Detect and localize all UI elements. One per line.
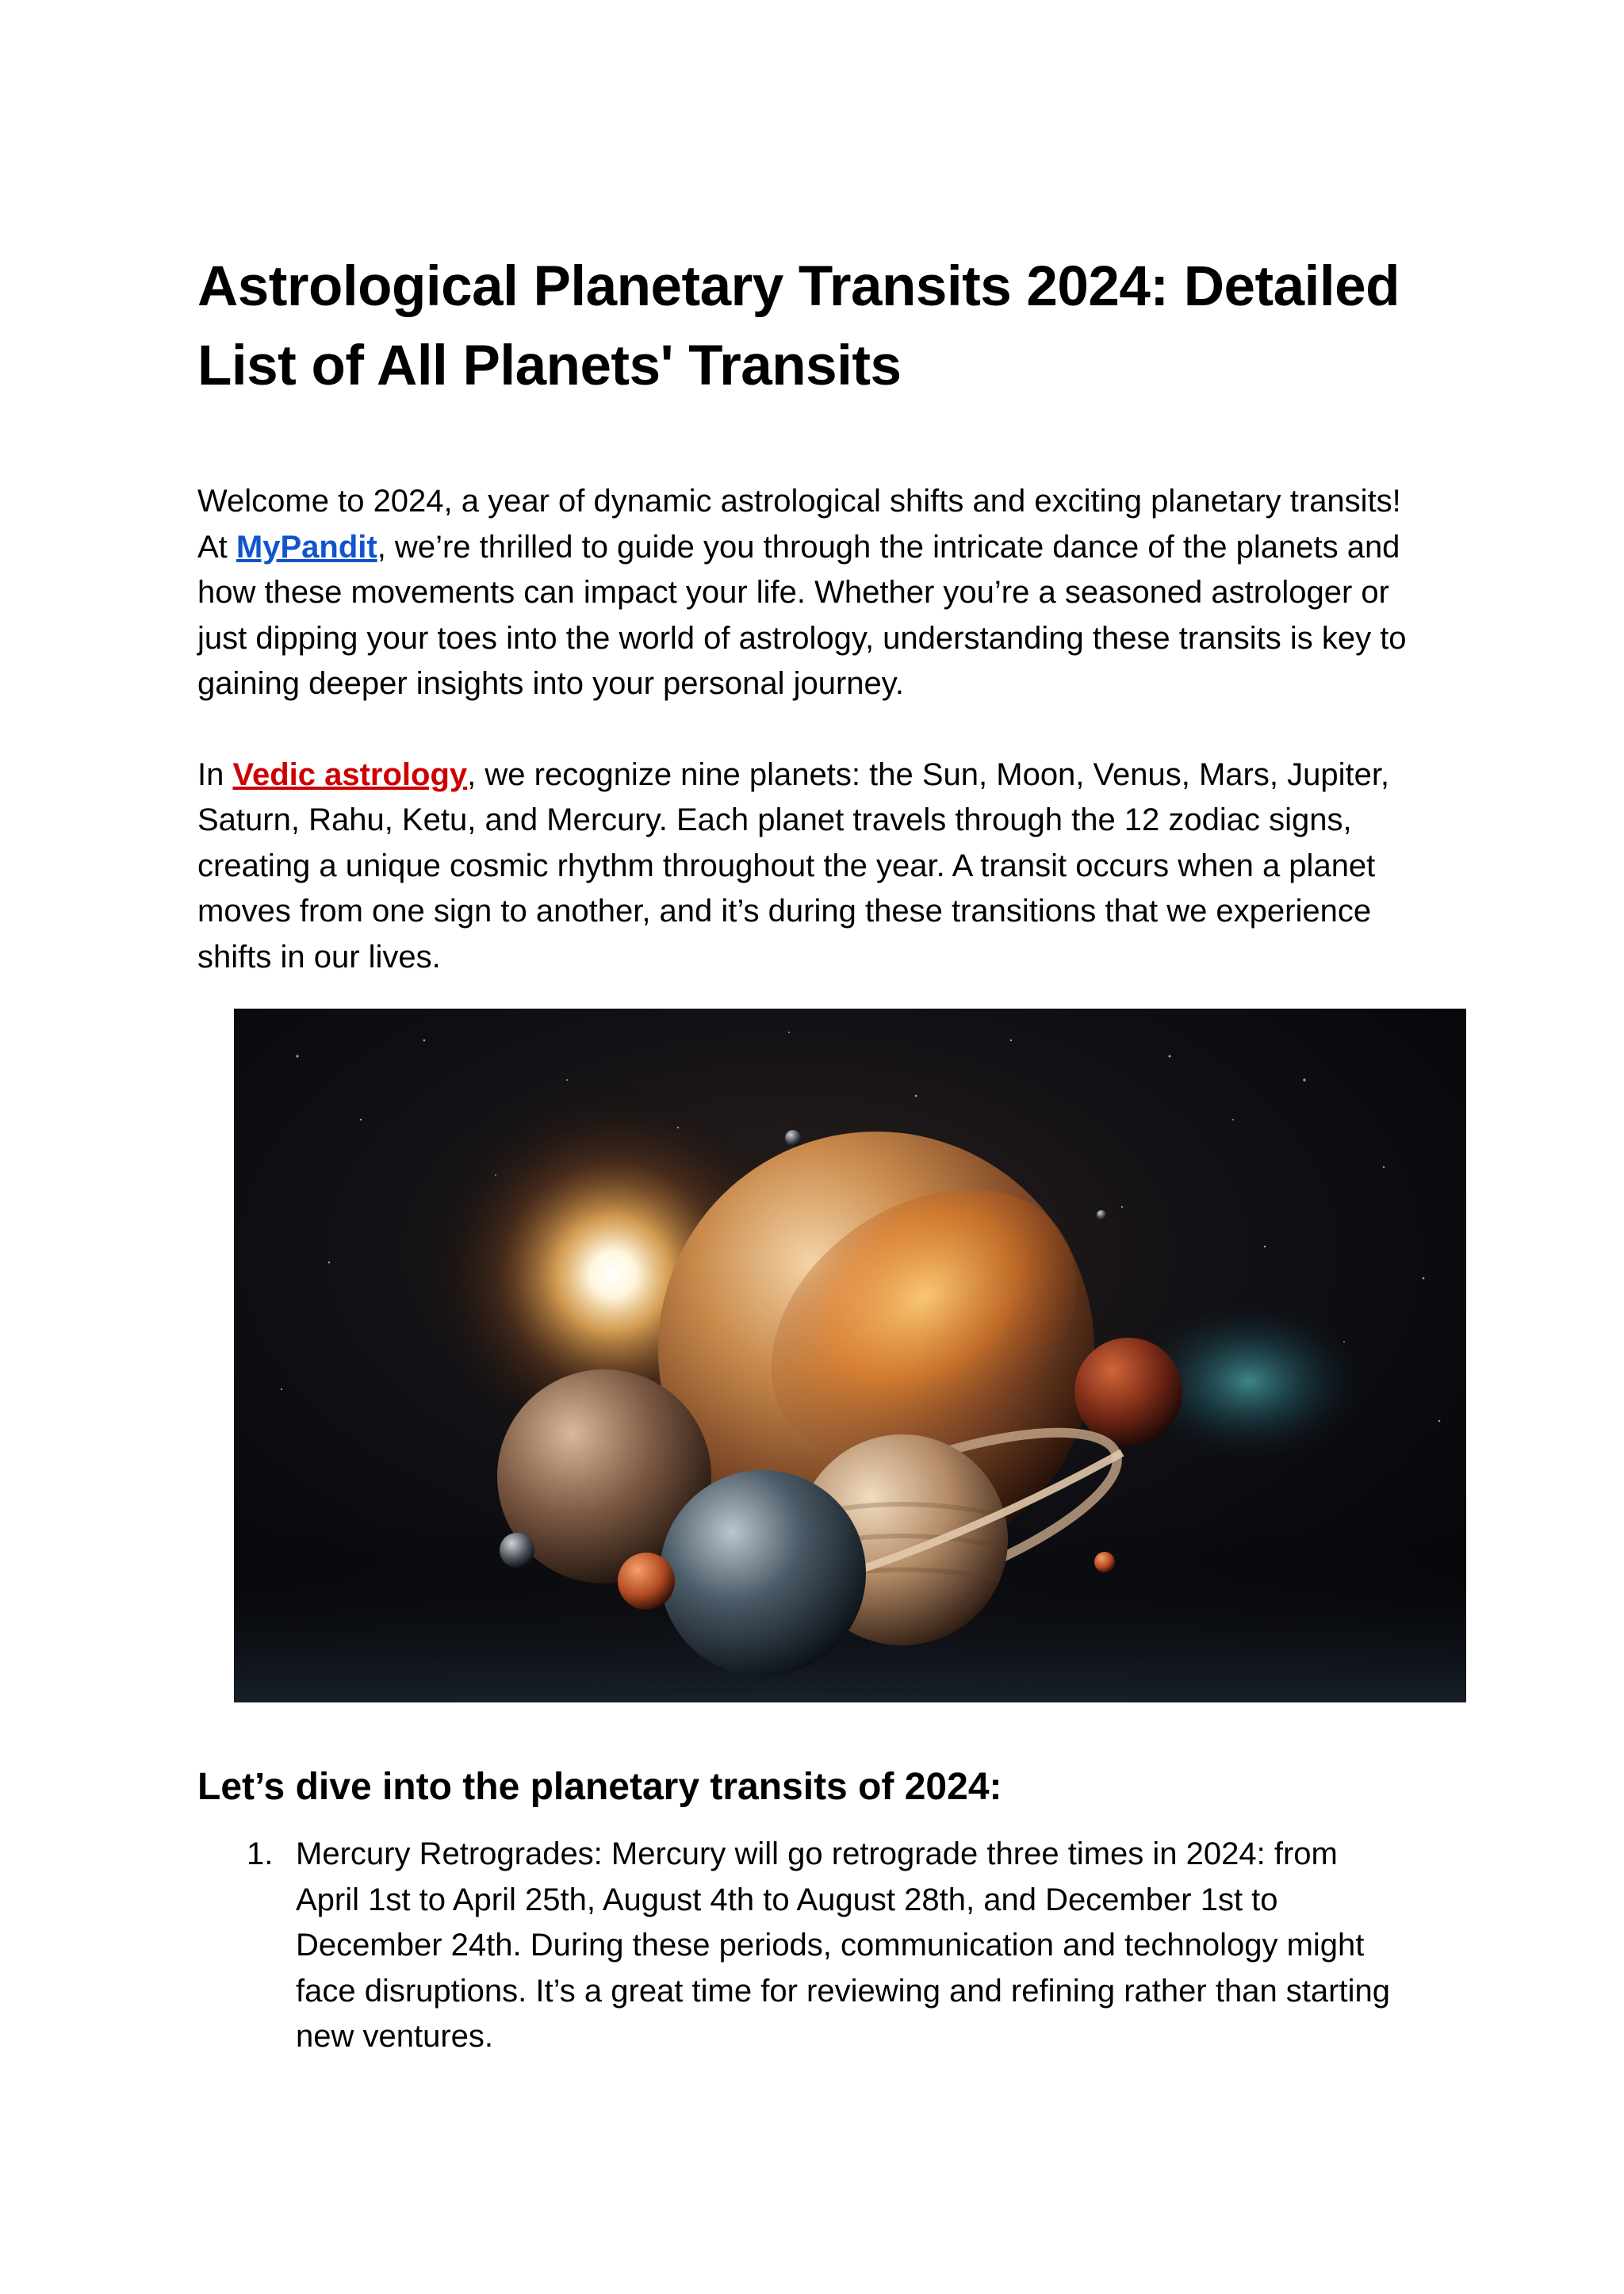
- section-heading: Let’s dive into the planetary transits of 2024:: [197, 1766, 1002, 1808]
- planets-hero-image: [234, 1009, 1466, 1702]
- intro-text-end: , we’re thrilled to guide you through the intricate dance of the planets and how these movements can impact your life. Whether you’re a seasoned astrologer or just dipping your toes into the world of astrology, understanding these transits is key to gaining deeper insights into your personal journey.: [197, 529, 1407, 701]
- vedic-astrology-link[interactable]: Vedic astrology: [232, 756, 468, 792]
- vedic-text-end: , we recognize nine planets: the Sun, Moon, Venus, Mars, Jupiter, Saturn, Rahu, Ketu, and Mercury. Each planet travels through the 12 zodiac signs, creating a unique cosmic rhythm throughout the year. A transit occurs when a planet moves from one sign to another, and it’s during these transitions that we experience shifts in our lives.: [197, 756, 1390, 975]
- article-body: [197, 247, 1434, 980]
- vedic-text-start: In: [197, 756, 233, 792]
- list-item-text: Mercury Retrogrades: Mercury will go retrograde three times in 2024: from April 1st to April 25th, August 4th to August 28th, and December 1st to December 24th. During these periods, communication and technology might face disruptions. It’s a great time for reviewing and refining rather than starting new ventures.: [296, 1836, 1390, 2054]
- page-title: Astrological Planetary Transits 2024: Detailed List of All Planets' Transits: [197, 255, 1400, 397]
- intro-paragraph: [197, 479, 1434, 707]
- intro-text-start: Welcome to 2024, a year of dynamic astrological shifts and exciting planetary transits! At: [197, 484, 1401, 565]
- transit-list: [197, 1832, 1403, 2060]
- mypandit-link[interactable]: MyPandit: [236, 529, 377, 565]
- vedic-paragraph: [197, 753, 1434, 981]
- list-item: [197, 1832, 1403, 2060]
- list-item-number: 1.: [247, 1836, 274, 1871]
- planets-illustration: [234, 1009, 1466, 1702]
